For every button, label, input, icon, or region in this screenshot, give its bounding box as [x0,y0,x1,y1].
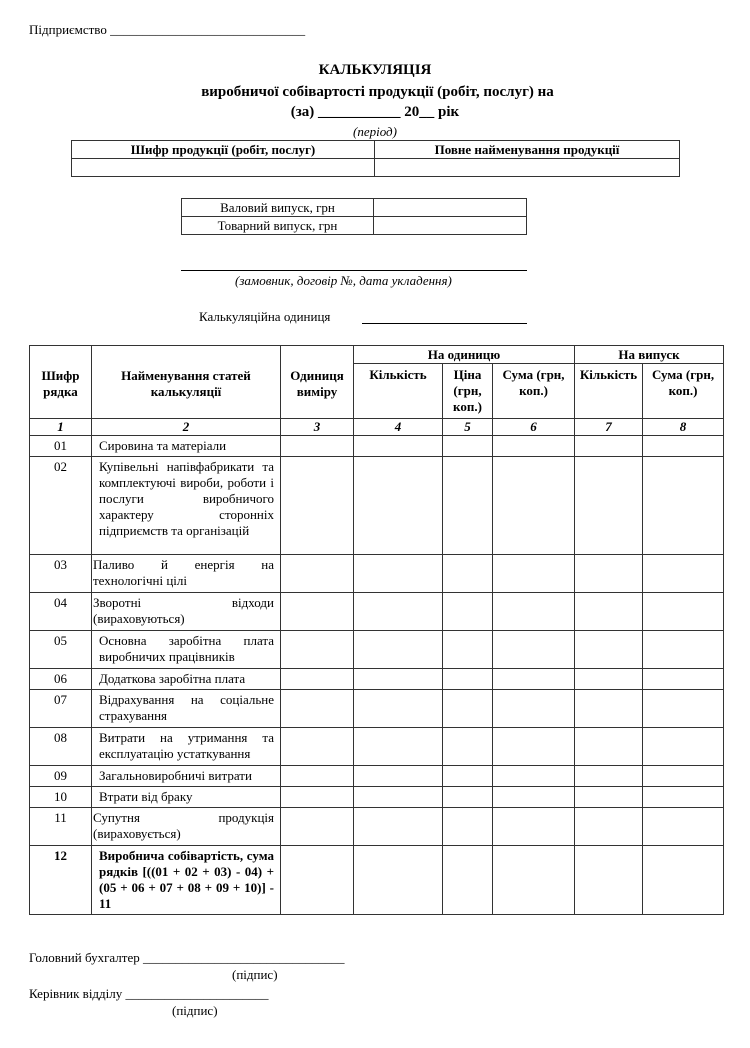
value-cell[interactable] [575,631,643,669]
value-cell[interactable] [493,669,575,690]
value-cell[interactable] [281,846,354,915]
value-cell[interactable] [643,631,724,669]
value-cell[interactable] [354,690,443,728]
row-code: 12 [30,846,92,915]
value-cell[interactable] [575,555,643,593]
col-number: 5 [443,419,493,436]
signature-caption-2: (підпис) [172,1003,218,1018]
value-cell[interactable] [575,787,643,808]
value-cell[interactable] [354,555,443,593]
value-cell[interactable] [354,631,443,669]
row-code: 07 [30,690,92,728]
row-item-name: Супутня продукція (вираховується) [92,808,281,846]
value-cell[interactable] [575,669,643,690]
row-item-name: Загальновиробничі витрати [92,766,281,787]
value-cell[interactable] [643,669,724,690]
value-cell[interactable] [575,457,643,555]
row-item-name: Сировина та матеріали [92,436,281,457]
gross-output-value[interactable] [374,199,527,217]
row-item-name: Зворотні відходи (вираховуються) [92,593,281,631]
value-cell[interactable] [643,457,724,555]
commodity-output-value[interactable] [374,217,527,235]
value-cell[interactable] [643,555,724,593]
document-subtitle: виробничої собівартості продукції (робіт, послуг) на [201,84,554,100]
value-cell[interactable] [493,728,575,766]
row-code: 04 [30,593,92,631]
value-cell[interactable] [493,766,575,787]
value-cell[interactable] [575,808,643,846]
row-item-name: Купівельні напівфабрикати та комплектуючі вироби, роботи і послуги виробничого характеру сторонніх підприємств та організацій [92,457,281,555]
value-cell[interactable] [643,766,724,787]
product-name-header: Повне найменування продукції [375,141,680,159]
col-number: 1 [30,419,92,436]
value-cell[interactable] [443,808,493,846]
value-cell[interactable] [493,457,575,555]
value-cell[interactable] [443,631,493,669]
value-cell[interactable] [575,766,643,787]
period-line: (за) ___________ 20__ рік [290,104,460,120]
document-title: КАЛЬКУЛЯЦІЯ [318,62,432,78]
value-cell[interactable] [281,728,354,766]
value-cell[interactable] [443,457,493,555]
table-row [30,457,724,555]
value-cell[interactable] [643,690,724,728]
value-cell[interactable] [493,555,575,593]
value-cell[interactable] [643,787,724,808]
table-row [30,787,724,808]
output-table [181,198,527,235]
value-cell[interactable] [281,669,354,690]
value-cell[interactable] [493,846,575,915]
unit-header: Одиниця виміру [281,346,354,419]
value-cell[interactable] [354,457,443,555]
col-number: 6 [493,419,575,436]
value-cell[interactable] [354,787,443,808]
value-cell[interactable] [443,766,493,787]
value-cell[interactable] [354,846,443,915]
col-number: 7 [575,419,643,436]
value-cell[interactable] [354,593,443,631]
period-caption: (період) [353,124,397,139]
sum-header: Сума (грн, коп.) [493,364,575,419]
signature-caption-1: (підпис) [232,967,278,982]
value-cell[interactable] [281,808,354,846]
quantity2-header: Кількість [575,364,643,419]
item-name-header: Найменування статей калькуляції [92,346,281,419]
value-cell[interactable] [354,669,443,690]
row-item-name: Основна заробітна плата виробничих працівників [92,631,281,669]
customer-caption: (замовник, договір №, дата укладення) [235,273,452,288]
product-name-cell[interactable] [375,159,680,177]
row-item-name: Відрахування на соціальне страхування [92,690,281,728]
row-code: 10 [30,787,92,808]
row-code: 01 [30,436,92,457]
value-cell[interactable] [281,787,354,808]
commodity-output-label: Товарний випуск, грн [182,217,374,235]
row-item-name: Втрати від браку [92,787,281,808]
col-number: 2 [92,419,281,436]
product-code-cell[interactable] [72,159,375,177]
value-cell[interactable] [281,555,354,593]
table-row [30,555,724,593]
per-output-header: На випуск [575,346,724,364]
table-row [30,808,724,846]
sum2-header: Сума (грн, коп.) [643,364,724,419]
row-code: 06 [30,669,92,690]
col-number: 4 [354,419,443,436]
row-code: 05 [30,631,92,669]
row-code-header: Шифр рядка [30,346,92,419]
value-cell[interactable] [493,787,575,808]
value-cell[interactable] [281,457,354,555]
value-cell[interactable] [354,728,443,766]
department-head-label: Керівник відділу ______________________ [29,986,269,1001]
value-cell[interactable] [493,593,575,631]
table-row [30,631,724,669]
value-cell[interactable] [281,593,354,631]
col-number: 3 [281,419,354,436]
value-cell[interactable] [281,631,354,669]
row-item-name: Додаткова заробітна плата [92,669,281,690]
value-cell[interactable] [643,436,724,457]
value-cell[interactable] [281,690,354,728]
calc-unit-label: Калькуляційна одиниця [199,309,331,324]
value-cell[interactable] [493,690,575,728]
column-number-row [30,419,724,436]
enterprise-label: Підприємство ______________________________ [29,22,306,37]
row-code: 03 [30,555,92,593]
table-row [30,690,724,728]
value-cell[interactable] [643,808,724,846]
value-cell[interactable] [493,808,575,846]
gross-output-label: Валовий випуск, грн [182,199,374,217]
value-cell[interactable] [575,728,643,766]
table-row [30,728,724,766]
value-cell[interactable] [443,728,493,766]
row-code: 09 [30,766,92,787]
calculation-table [29,345,724,915]
calc-unit-line[interactable] [362,323,527,324]
value-cell[interactable] [354,808,443,846]
price-header: Ціна (грн, коп.) [443,364,493,419]
product-code-header: Шифр продукції (робіт, послуг) [72,141,375,159]
value-cell[interactable] [354,766,443,787]
value-cell[interactable] [443,690,493,728]
value-cell[interactable] [643,846,724,915]
table-row [30,766,724,787]
value-cell[interactable] [281,766,354,787]
col-number: 8 [643,419,724,436]
value-cell[interactable] [281,436,354,457]
value-cell[interactable] [493,436,575,457]
value-cell[interactable] [443,593,493,631]
customer-line[interactable] [181,270,527,271]
row-item-name: Виробнича собівартість, сума рядків [((01 + 02 + 03) - 04) + (05 + 06 + 07 + 08 + 09 + 10)] - 11 [92,846,281,915]
value-cell[interactable] [643,728,724,766]
row-item-name: Паливо й енергія на технологічні цілі [92,555,281,593]
row-item-name: Витрати на утримання та експлуатацію устаткування [92,728,281,766]
table-row [30,436,724,457]
value-cell[interactable] [575,436,643,457]
value-cell[interactable] [643,593,724,631]
row-code: 11 [30,808,92,846]
value-cell[interactable] [443,669,493,690]
value-cell[interactable] [354,436,443,457]
table-row [30,593,724,631]
value-cell[interactable] [575,846,643,915]
row-code: 02 [30,457,92,555]
quantity-header: Кількість [354,364,443,419]
value-cell[interactable] [575,593,643,631]
value-cell[interactable] [443,787,493,808]
per-unit-header: На одиницю [354,346,575,364]
value-cell[interactable] [575,690,643,728]
value-cell[interactable] [493,631,575,669]
row-code: 08 [30,728,92,766]
value-cell[interactable] [443,846,493,915]
table-row [30,846,724,915]
value-cell[interactable] [443,555,493,593]
table-row [30,669,724,690]
value-cell[interactable] [443,436,493,457]
product-code-table [71,140,680,177]
chief-accountant-label: Головний бухгалтер _______________________________ [29,950,345,965]
